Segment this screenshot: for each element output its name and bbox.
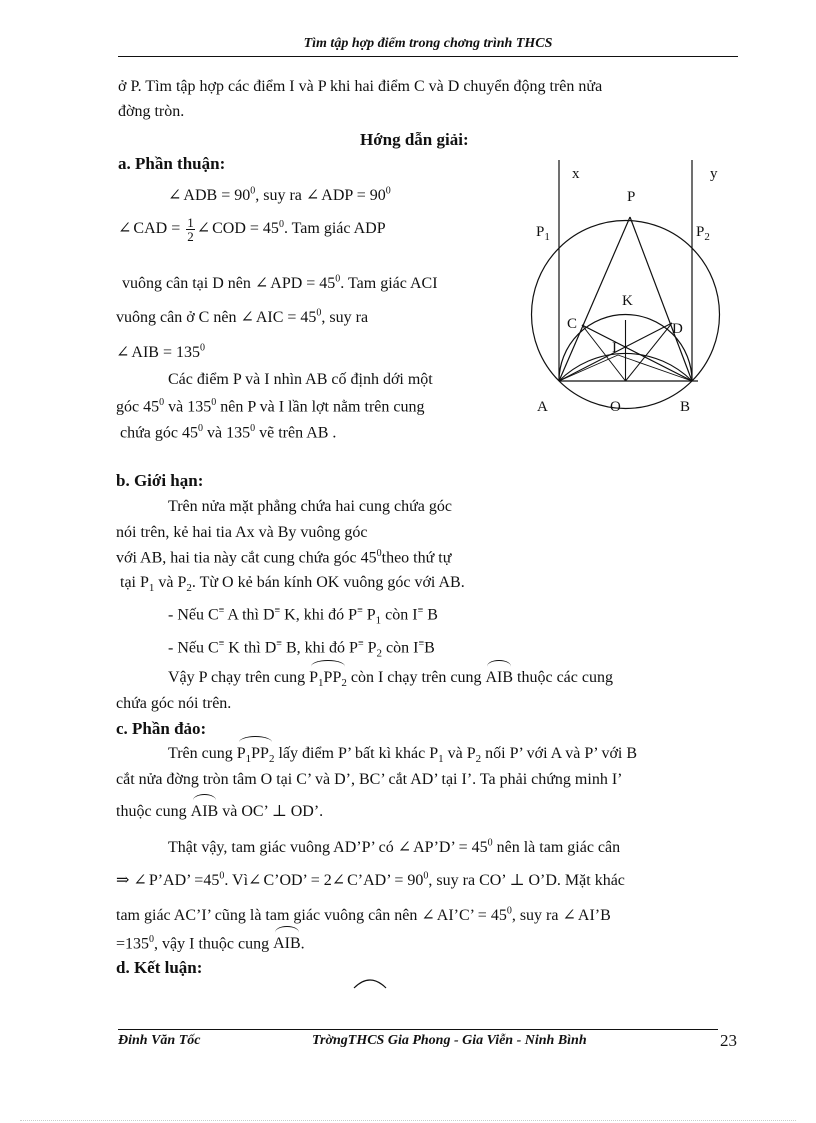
section-c-line-3: thuộc cung AIB và OC’ ⊥ OD’. — [116, 803, 324, 820]
section-b-line-7: Vậy P chạy trên cung $P_1PP_2$ còn I chạy trên cung AIB thuộc các cung — [168, 669, 613, 690]
label-p1: $P_1$ — [536, 224, 550, 243]
section-c-line-1: Trên cung $P_1PP_2$ lấy điểm P’ bất kì khác $P_1$ và $P_2$ nối P’ với A và P’ với B — [168, 745, 638, 766]
section-c-line-6: tam giác AC’I’ cũng là tam giác vuông cân nên ∠ AI’C’ = $45^0$, suy ra ∠ AI’B — [116, 905, 611, 924]
angle-icon: ∠ — [133, 872, 147, 889]
label-b: B — [680, 399, 691, 415]
section-b-line-5: - Nếu C≡ A thì D≡ K, khi đó P≡ $P_1$ còn I≡ B — [168, 605, 438, 627]
section-b-line-2: nói trên, kẻ hai tia Ax và By vuông góc — [116, 524, 368, 541]
section-c-line-2: cắt nửa đờng tròn tâm O tại C’ và D’, BC’ cắt AD’ tại I’. Ta phải chứng minh I’ — [116, 771, 623, 788]
section-a-line-6: Các điểm P và I nhìn AB cố định dới một — [168, 371, 433, 388]
footer-author: Đinh Văn Tốc — [118, 1033, 201, 1048]
segment-ap — [559, 217, 630, 381]
perpendicular-icon: ⊥ — [509, 872, 525, 889]
section-b-title: b. Giới hạn: — [116, 471, 204, 490]
label-k: K — [622, 293, 633, 309]
section-c-title: c. Phần đảo: — [116, 719, 207, 738]
label-i: I — [612, 340, 617, 356]
angle-icon: ∠ — [248, 872, 262, 889]
perpendicular-icon: ⊥ — [271, 803, 287, 820]
page-header: Tìm tập hợp điểm trong chơng trình THCS — [118, 36, 738, 57]
section-b-line-3: với AB, hai tia này cắt cung chứa góc $45^0theo$ thứ tự — [116, 548, 452, 567]
segment-oc — [582, 325, 626, 381]
stray-arc-mark — [352, 974, 388, 990]
label-x: x — [572, 166, 580, 182]
segment-bp — [630, 217, 692, 381]
section-a-line-2: ∠ CAD = $\frac{1}{2}$ ∠ COD = $45^0$. Tam giác ADP — [118, 215, 386, 244]
angle-icon: ∠ — [118, 220, 132, 238]
label-a: A — [537, 399, 548, 415]
section-d-title: d. Kết luận: — [116, 958, 203, 977]
section-a-line-4: vuông cân ở C nên ∠ AIC = $45^0$, suy ra — [116, 307, 369, 326]
section-a-line-1: ∠ ADB = $90^0$, suy ra ∠ ADP = $90^0$ — [168, 185, 391, 204]
angle-icon: ∠ — [254, 275, 269, 292]
angle-icon: ∠ — [305, 187, 320, 204]
section-a-line-7: góc $45^0$ và $135^0$ nên P và I lần lợt nằm trên cung — [116, 397, 425, 416]
arc-aib: AIB — [190, 803, 219, 820]
section-b-line-1: Trên nửa mặt phẳng chứa hai cung chứa góc — [168, 498, 453, 515]
angle-icon: ∠ — [331, 872, 346, 889]
section-a-line-5: ∠ AIB = $135^0$ — [116, 342, 205, 361]
label-c: C — [567, 316, 578, 332]
footer-school: TrờngTHCS Gia Phong - Gia Viễn - Ninh Bình — [312, 1033, 587, 1048]
solution-title: Hớng dẫn giải: — [360, 130, 469, 149]
label-d: D — [672, 321, 683, 337]
intro-line-2: đờng tròn. — [118, 103, 185, 120]
angle-icon: ∠ — [116, 344, 130, 361]
section-a-line-3: vuông cân tại D nên ∠ APD = $45^0$. Tam giác ACI — [122, 273, 438, 292]
label-o: O — [610, 399, 621, 415]
fraction-one-half: $\frac{1}{2}$ — [187, 215, 194, 244]
arc-p1pp2: $P_1PP_2$ — [236, 745, 275, 766]
section-a-line-8: chứa góc $45^0$ và $135^0$ vẽ trên AB . — [120, 423, 337, 442]
section-b-line-8: chứa góc nói trên. — [116, 695, 232, 712]
arc-p1pp2: $P_1PP_2$ — [309, 669, 347, 690]
label-y: y — [710, 166, 718, 182]
implies-icon: ⇒ — [116, 872, 130, 889]
label-p: P — [627, 189, 636, 205]
footer-rule — [118, 1029, 718, 1030]
angle-icon: ∠ — [562, 907, 576, 924]
section-c-line-5: ⇒ ∠ P’AD’ $=45^0$. Vì∠ C’OD’ = 2∠ C’AD’ = $90^0$, suy ra CO’ ⊥ O’D. Mặt khác — [116, 870, 625, 889]
arc-aib: AIB — [485, 669, 514, 686]
section-b-line-4: tại $P_1$ và $P_2$. Từ O kẻ bán kính OK vuông góc với AB. — [120, 574, 465, 595]
page-number: 23 — [720, 1031, 737, 1050]
segment-od — [626, 323, 673, 381]
geometry-figure — [520, 155, 740, 420]
arc-aib: AIB — [273, 935, 301, 953]
angle-icon: ∠ — [397, 839, 412, 856]
angle-icon: ∠ — [421, 907, 435, 924]
section-c-line-7: $=135^0$, vậy I thuộc cung AIB. — [116, 934, 305, 953]
section-c-line-4: Thật vậy, tam giác vuông AD’P’ có ∠ AP’D’ = $45^0$ nên là tam giác cân — [168, 837, 621, 856]
section-a-title: a. Phần thuận: — [118, 154, 226, 173]
angle-icon: ∠ — [240, 309, 254, 326]
segment-ai — [559, 355, 618, 381]
intro-line-1: ở P. Tìm tập hợp các điểm I và P khi hai điểm C và D chuyển động trên nửa — [118, 78, 603, 95]
page-edge-divider — [20, 1120, 796, 1121]
angle-icon: ∠ — [168, 187, 182, 204]
angle-icon: ∠ — [196, 220, 211, 238]
label-p2: $P_2$ — [696, 224, 710, 243]
section-b-line-6: - Nếu C≡ K thì D≡ B, khi đó P≡ $P_2$ còn I≡B — [168, 638, 435, 660]
